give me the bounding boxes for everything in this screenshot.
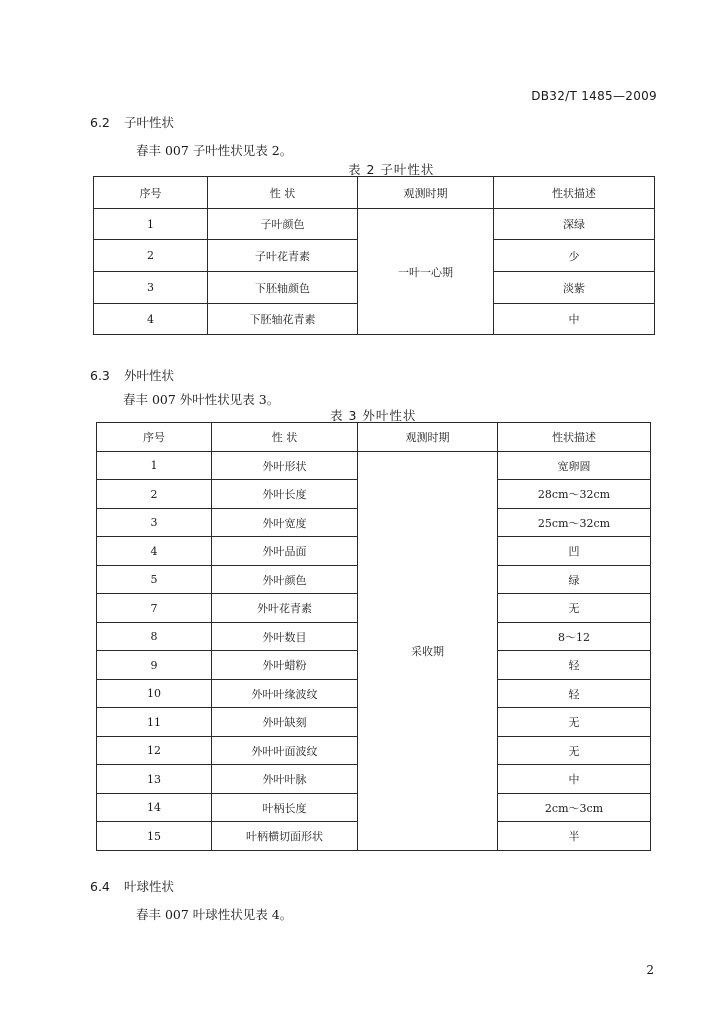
trait-description: 无 <box>498 737 651 765</box>
row-number: 1 <box>97 452 212 480</box>
trait-description: 绿 <box>498 566 651 594</box>
trait-description: 淡紫 <box>494 272 655 304</box>
section-6-4-intro: 春丰 007 叶球性状见表 4。 <box>136 907 293 922</box>
section-title: 叶球性状 <box>124 879 175 894</box>
table-3 <box>96 422 651 851</box>
row-number: 5 <box>97 566 212 594</box>
row-number: 13 <box>97 765 212 794</box>
trait-name: 子叶颜色 <box>208 209 358 240</box>
column-header: 序号 <box>94 177 208 209</box>
row-number: 4 <box>94 304 208 335</box>
section-6-3-intro: 春丰 007 外叶性状见表 3。 <box>123 392 280 407</box>
trait-description: 无 <box>498 708 651 737</box>
table-row <box>97 452 651 480</box>
trait-description: 半 <box>498 822 651 851</box>
column-header: 性状描述 <box>498 423 651 452</box>
section-title: 子叶性状 <box>124 115 175 130</box>
trait-name: 外叶形状 <box>212 452 358 480</box>
row-number: 14 <box>97 794 212 822</box>
section-6-2-heading <box>90 113 174 131</box>
trait-description: 28cm～32cm <box>498 480 651 509</box>
trait-name: 外叶缺刻 <box>212 708 358 737</box>
trait-description: 凹 <box>498 537 651 566</box>
trait-description: 8～12 <box>498 623 651 651</box>
section-number: 6.3 <box>90 368 110 383</box>
trait-description: 少 <box>494 240 655 272</box>
table-header-row <box>94 177 655 209</box>
row-number: 7 <box>97 594 212 623</box>
table-2-caption: 表 2 子叶性状 <box>348 162 435 177</box>
trait-description: 无 <box>498 594 651 623</box>
column-header: 观测时期 <box>358 423 498 452</box>
table-header-row <box>97 423 651 452</box>
row-number: 9 <box>97 651 212 680</box>
trait-name: 外叶数目 <box>212 623 358 651</box>
trait-description: 中 <box>498 765 651 794</box>
trait-name: 外叶叶脉 <box>212 765 358 794</box>
row-number: 2 <box>94 240 208 272</box>
trait-name: 子叶花青素 <box>208 240 358 272</box>
table-3-caption: 表 3 外叶性状 <box>330 408 417 423</box>
section-6-3-heading <box>90 366 174 384</box>
trait-description: 宽卵圆 <box>498 452 651 480</box>
observation-period: 采收期 <box>358 452 498 851</box>
section-title: 外叶性状 <box>124 368 175 383</box>
section-number: 6.2 <box>90 115 110 130</box>
row-number: 1 <box>94 209 208 240</box>
row-number: 3 <box>97 509 212 537</box>
section-number: 6.4 <box>90 879 110 894</box>
trait-name: 外叶花青素 <box>212 594 358 623</box>
standard-number: DB32/T 1485—2009 <box>531 89 657 103</box>
column-header: 观测时期 <box>358 177 494 209</box>
table-row <box>94 209 655 240</box>
trait-description: 深绿 <box>494 209 655 240</box>
row-number: 11 <box>97 708 212 737</box>
row-number: 10 <box>97 680 212 708</box>
trait-description: 2cm～3cm <box>498 794 651 822</box>
trait-name: 外叶品面 <box>212 537 358 566</box>
trait-name: 外叶宽度 <box>212 509 358 537</box>
row-number: 2 <box>97 480 212 509</box>
column-header: 性 状 <box>208 177 358 209</box>
row-number: 8 <box>97 623 212 651</box>
row-number: 12 <box>97 737 212 765</box>
column-header: 序号 <box>97 423 212 452</box>
page-number: 2 <box>646 963 654 977</box>
trait-name: 外叶蜡粉 <box>212 651 358 680</box>
trait-description: 中 <box>494 304 655 335</box>
section-6-2-intro: 春丰 007 子叶性状见表 2。 <box>136 143 293 158</box>
observation-period: 一叶一心期 <box>358 209 494 335</box>
trait-name: 叶柄长度 <box>212 794 358 822</box>
trait-name: 下胚轴花青素 <box>208 304 358 335</box>
column-header: 性 状 <box>212 423 358 452</box>
trait-name: 外叶长度 <box>212 480 358 509</box>
trait-name: 外叶颜色 <box>212 566 358 594</box>
table-2 <box>93 176 655 335</box>
trait-name: 外叶叶面波纹 <box>212 737 358 765</box>
trait-description: 25cm～32cm <box>498 509 651 537</box>
row-number: 3 <box>94 272 208 304</box>
trait-name: 叶柄横切面形状 <box>212 822 358 851</box>
row-number: 15 <box>97 822 212 851</box>
column-header: 性状描述 <box>494 177 655 209</box>
trait-description: 轻 <box>498 651 651 680</box>
section-6-4-heading <box>90 877 174 895</box>
trait-name: 外叶叶缘波纹 <box>212 680 358 708</box>
row-number: 4 <box>97 537 212 566</box>
trait-name: 下胚轴颜色 <box>208 272 358 304</box>
trait-description: 轻 <box>498 680 651 708</box>
